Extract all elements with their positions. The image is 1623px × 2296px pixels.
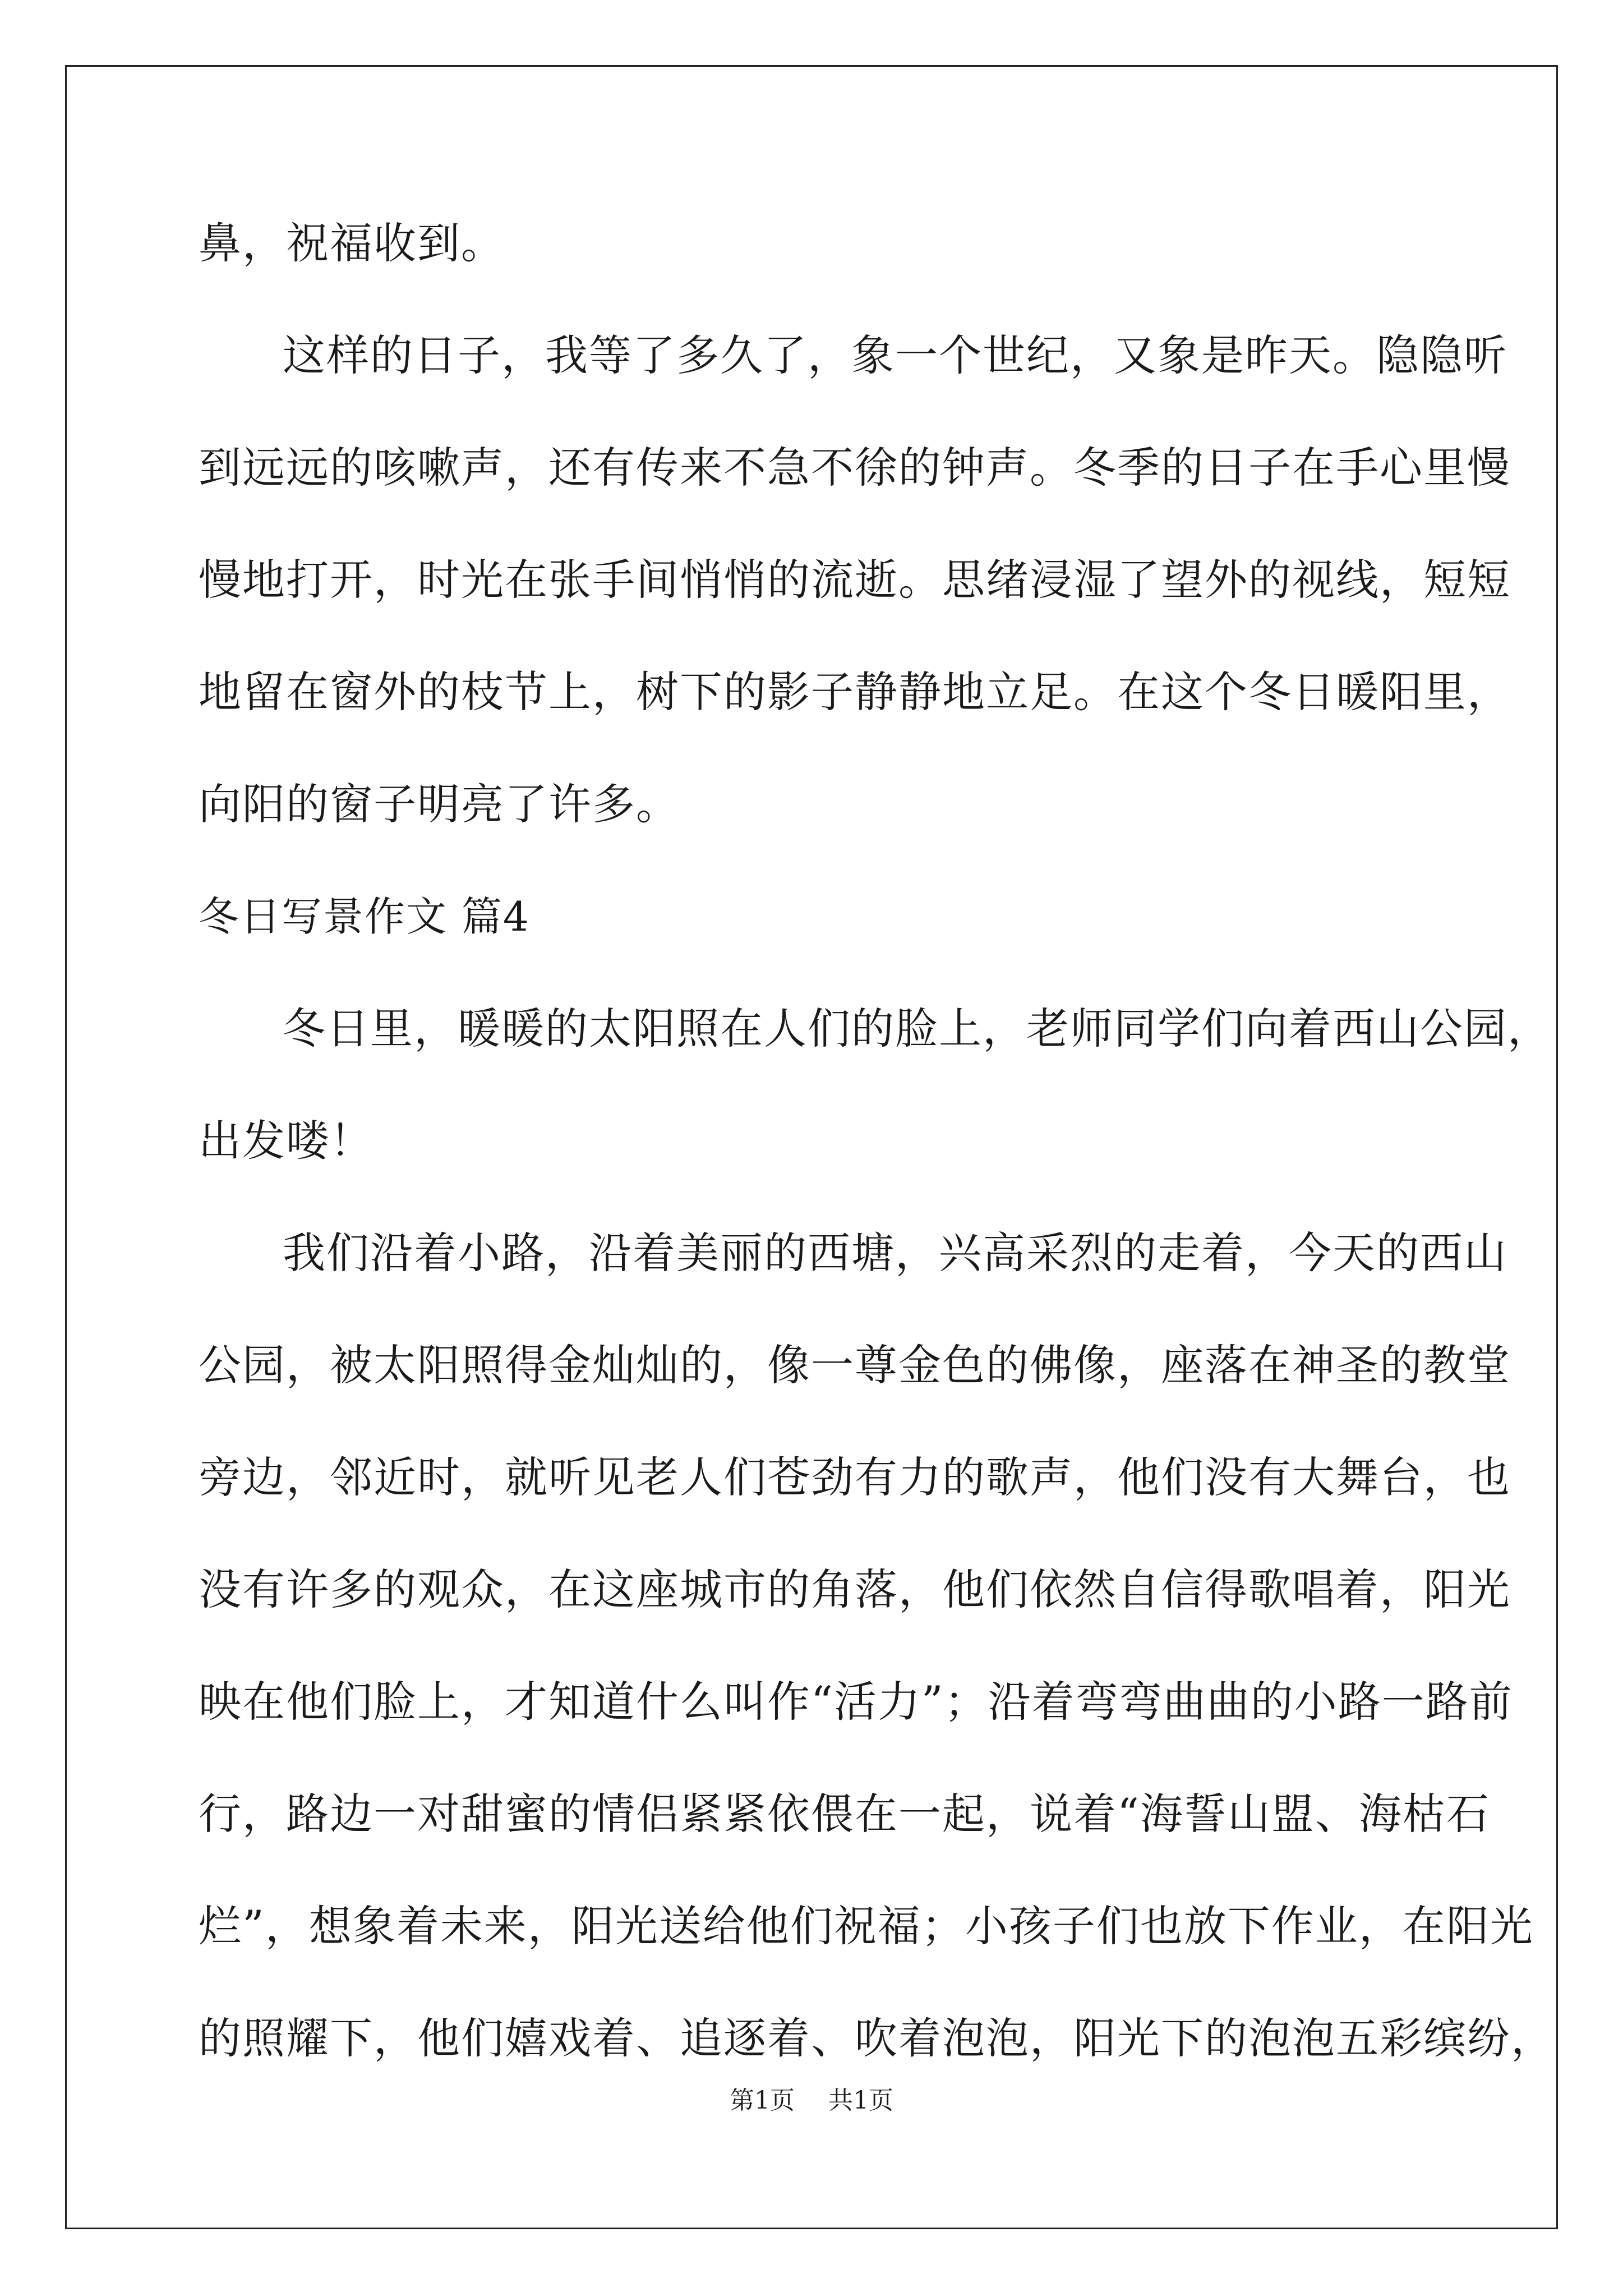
text-line: 我们沿着小路，沿着美丽的西塘，兴高采烈的走着，今天的西山 [283,1228,1507,1278]
text-line: 旁边，邻近时，就听见老人们苍劲有力的歌声，他们没有大舞台，也 [199,1452,1511,1502]
text-line: 没有许多的观众，在这座城市的角落，他们依然自信得歌唱着，阳光 [199,1565,1511,1614]
text-line: 的照耀下，他们嬉戏着、追逐着、吹着泡泡，阳光下的泡泡五彩缤纷， [199,2013,1555,2063]
page-total: 共1页 [828,2086,893,2115]
text-line: 鼻，祝福收到。 [199,218,505,268]
text-line: 地留在窗外的枝节上，树下的影子静静地立足。在这个冬日暖阳里， [199,667,1511,717]
text-line: 向阳的窗子明亮了许多。 [199,779,680,829]
text-line: 这样的日子，我等了多久了，象一个世纪，又象是昨天。隐隐听 [283,330,1507,380]
document-body [199,213,1555,2120]
page-number: 第1页 [730,2086,795,2115]
page-footer [0,2084,1623,2118]
text-line: 慢地打开，时光在张手间悄悄的流逝。思绪浸湿了望外的视线，短短 [199,555,1511,605]
section-heading: 冬日写景作文 篇4 [199,893,530,940]
text-line: 烂”，想象着未来，阳光送给他们祝福；小孩子们也放下作业，在阳光 [199,1901,1534,1951]
text-line: 到远远的咳嗽声，还有传来不急不徐的钟声。冬季的日子在手心里慢 [199,443,1511,493]
text-line: 公园，被太阳照得金灿灿的，像一尊金色的佛像，座落在神圣的教堂 [199,1340,1511,1390]
text-line: 出发喽！ [199,1116,374,1166]
text-line: 冬日里，暖暖的太阳照在人们的脸上，老师同学们向着西山公园， [283,1004,1551,1053]
text-line: 映在他们脸上，才知道什么叫作“活力”；沿着弯弯曲曲的小路一路前 [199,1677,1513,1727]
text-line: 行，路边一对甜蜜的情侣紧紧依偎在一起，说着“海誓山盟、海枯石 [199,1789,1490,1839]
